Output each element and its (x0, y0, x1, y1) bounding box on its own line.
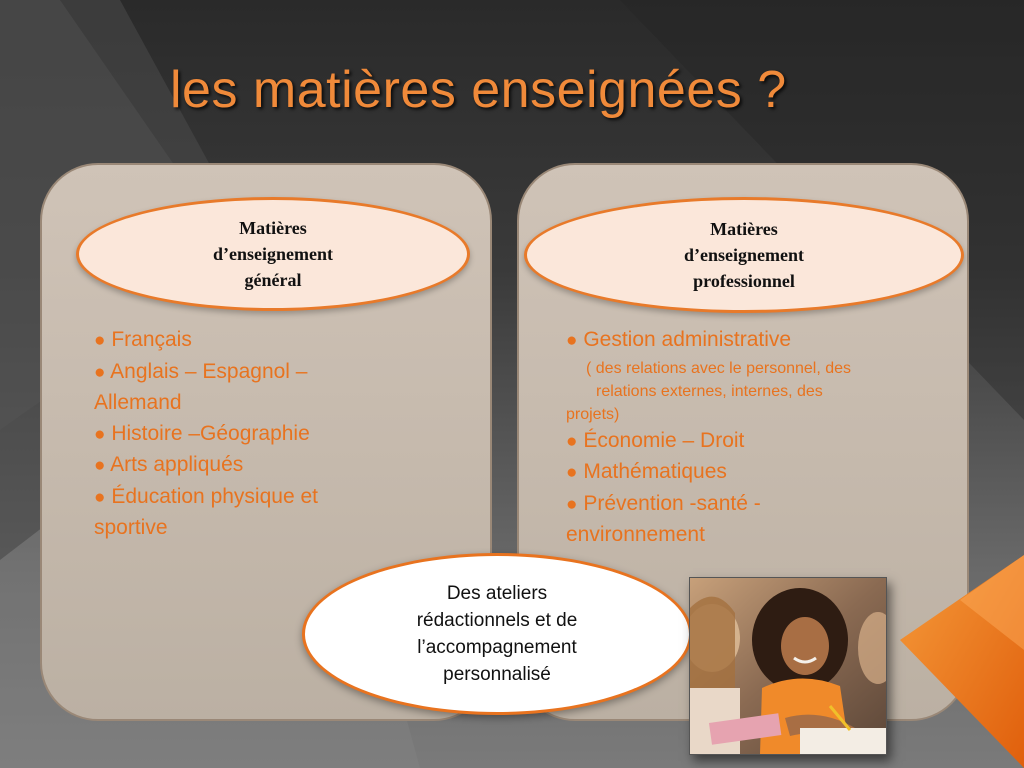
classroom-student-photo (689, 577, 887, 755)
general-subjects-list (94, 325, 394, 544)
bullet-icon: ● (566, 430, 578, 452)
subject-label: Éducation physique et (111, 484, 318, 508)
bullet-icon: ● (94, 486, 106, 508)
heading-line: d’enseignement (213, 244, 333, 264)
student-illustration (690, 578, 886, 754)
bullet-icon: ● (94, 455, 106, 476)
heading-line: Matières (710, 219, 778, 239)
list-item (94, 450, 394, 482)
bullet-icon: ● (566, 493, 578, 515)
subject-label-cont: sportive (94, 516, 168, 539)
list-item (566, 457, 946, 489)
callout-line: rédactionnels et de (416, 610, 578, 631)
bullet-icon: ● (566, 330, 578, 351)
subject-label-cont: environnement (566, 523, 705, 546)
list-item (566, 426, 946, 458)
professional-subjects-heading (524, 197, 964, 313)
slide-title: les matières enseignées ? (170, 61, 787, 119)
bullet-icon: ● (94, 423, 106, 445)
subject-label: Arts appliqués (110, 453, 244, 476)
list-item (94, 482, 394, 544)
list-item (94, 325, 394, 357)
subject-label: Français (111, 328, 192, 351)
general-subjects-heading (76, 197, 470, 311)
callout-line: Des ateliers (446, 583, 548, 604)
subject-detail: relations externes, internes, des (596, 382, 823, 400)
workshops-callout (302, 553, 692, 715)
bullet-icon: ● (566, 462, 578, 483)
heading-line: d’enseignement (684, 245, 804, 265)
heading-line: général (244, 270, 302, 290)
list-item (566, 489, 946, 551)
subject-label: Économie – Droit (583, 428, 745, 452)
subject-label-cont: Allemand (94, 391, 182, 414)
bullet-icon: ● (94, 330, 106, 351)
subject-detail: ( des relations avec le personnel, des (586, 359, 852, 377)
callout-line: l’accompagnement (417, 637, 577, 658)
list-item (94, 419, 394, 451)
professional-subjects-list (566, 325, 946, 551)
bullet-icon: ● (94, 361, 106, 383)
heading-line: Matières (239, 218, 307, 238)
subject-detail: projets) (566, 405, 620, 423)
list-item (94, 357, 394, 419)
list-item (566, 325, 946, 357)
subject-label: Gestion administrative (583, 328, 792, 351)
subject-label: Anglais – Espagnol – (110, 359, 308, 383)
heading-line: professionnel (693, 271, 795, 291)
subject-label: Prévention -santé - (583, 491, 761, 515)
subject-label: Histoire –Géographie (111, 421, 310, 445)
callout-line: personnalisé (443, 664, 551, 685)
subject-label: Mathématiques (583, 460, 727, 483)
